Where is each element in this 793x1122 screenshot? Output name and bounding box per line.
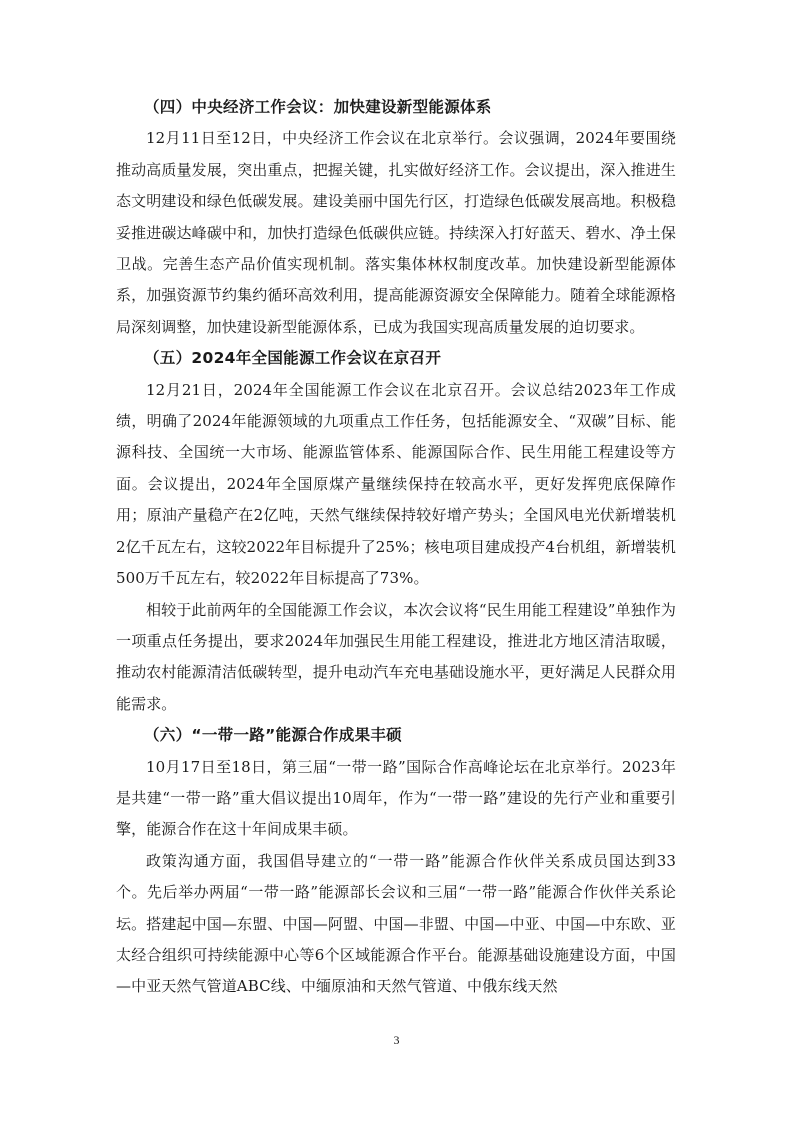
section-five xyxy=(116,343,676,720)
section-six xyxy=(116,720,676,1003)
document-body xyxy=(116,92,676,1003)
page-number: 3 xyxy=(393,1033,400,1047)
paragraph: 政策沟通方面，我国倡导建立的“一带一路”能源合作伙伴关系成员国达到33个。先后举办两届“一带一路”能源部长会议和三届“一带一路”能源合作伙伴关系论坛。搭建起中国—东盟、中国—阿盟、中国—非盟、中国—中亚、中国—中东欧、亚太经合组织可持续能源中心等6个区域能源合作平台。能源基础设施建设方面，中国—中亚天然气管道ABC线、中缅原油和天然气管道、中俄东线天然 xyxy=(116,851,676,996)
section-heading: （六）“一带一路”能源合作成果丰硕 xyxy=(144,726,402,745)
paragraph: 12月11日至12日，中央经济工作会议在北京举行。会议强调，2024年要围绕推动高质量发展，突出重点，把握关键，扎实做好经济工作。会议提出，深入推进生态文明建设和绿色低碳发展。建设美丽中国先行区，打造绿色低碳发展高地。积极稳妥推进碳达峰碳中和，加快打造绿色低碳供应链。持续深入打好蓝天、碧水、净土保卫战。完善生态产品价值实现机制。落实集体林权制度改革。加快建设新型能源体系，加强资源节约集约循环高效利用，提高能源资源安全保障能力。随着全球能源格局深刻调整，加快建设新型能源体系，已成为我国实现高质量发展的迫切要求。 xyxy=(116,129,676,336)
section-four xyxy=(116,92,676,343)
paragraph: 相较于此前两年的全国能源工作会议，本次会议将“民生用能工程建设”单独作为一项重点任务提出，要求2024年加强民生用能工程建设，推进北方地区清洁取暖，推动农村能源清洁低碳转型，提升电动汽车充电基础设施水平，更好满足人民群众用能需求。 xyxy=(116,600,676,713)
section-heading: （四）中央经济工作会议：加快建设新型能源体系 xyxy=(144,98,492,116)
section-heading: （五）2024年全国能源工作会议在京召开 xyxy=(144,349,442,368)
paragraph: 10月17日至18日，第三届“一带一路”国际合作高峰论坛在北京举行。2023年是共建“一带一路”重大倡议提出10周年，作为“一带一路”建设的先行产业和重要引擎，能源合作在这十年间成果丰硕。 xyxy=(116,757,676,839)
paragraph: 12月21日，2024年全国能源工作会议在北京召开。会议总结2023年工作成绩，明确了2024年能源领域的九项重点工作任务，包括能源安全、“双碳”目标、能源科技、全国统一大市场、能源监管体系、能源国际合作、民生用能工程建设等方面。会议提出，2024年全国原煤产量继续保持在较高水平，更好发挥兜底保障作用；原油产量稳产在2亿吨，天然气继续保持较好增产势头；全国风电光伏新增装机2亿千瓦左右，这较2022年目标提升了25%；核电项目建成投产4台机组，新增装机500万千瓦左右，较2022年目标提高了73%。 xyxy=(116,380,676,588)
